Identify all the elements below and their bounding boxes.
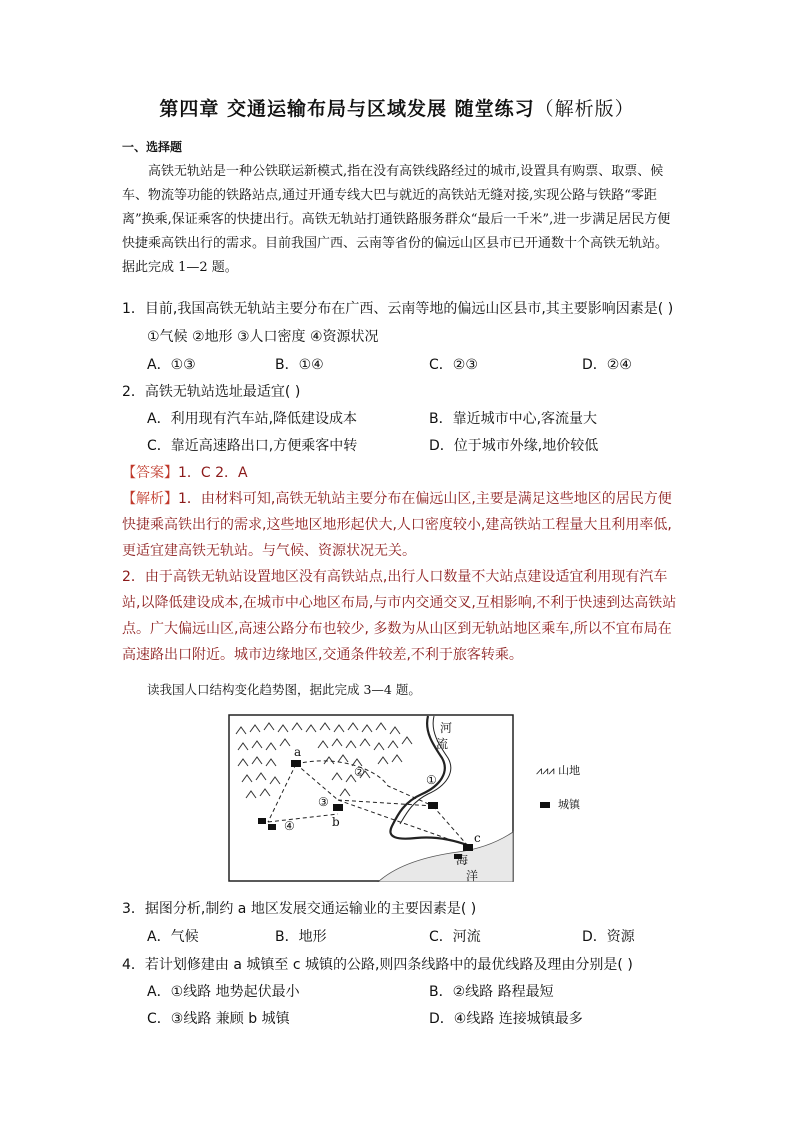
answer-line — [122, 460, 682, 486]
analysis-line-1 — [122, 486, 682, 564]
point-c-label: c — [474, 831, 481, 845]
option-d[interactable]: D．资源 — [582, 929, 635, 945]
option-d[interactable]: D．②④ — [582, 357, 632, 373]
title-sub: （解析版） — [534, 98, 635, 120]
option-a[interactable]: A．①线路 地势起伏最小 — [147, 984, 300, 1000]
option-a[interactable]: A．利用现有汽车站,降低建设成本 — [147, 411, 358, 427]
question-3-stem: 3．据图分析,制约 a 地区发展交通运输业的主要因素是( ) — [122, 901, 477, 917]
option-a[interactable]: A．①③ — [147, 357, 196, 373]
option-b[interactable]: B．①④ — [275, 357, 324, 373]
legend-mountain-label: 山地 — [558, 764, 581, 777]
question-1-stem: 1．目前,我国高铁无轨站主要分布在广西、云南等地的偏远山区县市,其主要影响因素是( ) — [122, 301, 674, 317]
mountain-icon: ⩘⩘⩘ — [536, 764, 555, 777]
option-b[interactable]: B．靠近城市中心,客流量大 — [429, 411, 598, 427]
option-b[interactable]: B．地形 — [275, 929, 327, 945]
option-d[interactable]: D．④线路 连接城镇最多 — [429, 1011, 583, 1027]
material-text-1: 高铁无轨站是一种公铁联运新模式,指在没有高铁线路经过的城市,设置具有购票、取票、候车、物流等功能的铁路站点,通过开通专线大巴与就近的高铁站无缝对接,实现公路与铁路“零距离”换乘,保证乘客的快捷出行。高铁无轨站打通铁路服务群众“最后一千米”,进一步满足居民方便快捷乘高铁出行的需求。目前我国广西、云南等省份的偏远山区县市已开通数十个高铁无轨站。据此完成 1—2 题。 — [122, 164, 671, 275]
analysis-text-1: 1．由材料可知,高铁无轨站主要分布在偏远山区,主要是满足这些地区的居民方便快捷乘高铁出行的需求,这些地区地形起伏大,人口密度较小,建高铁站工程量大且利用率低,更适宜建高铁无轨站。与气候、资源状况无关。 — [122, 491, 672, 559]
route-3-label: ③ — [318, 795, 329, 809]
option-a[interactable]: A．气候 — [147, 929, 199, 945]
option-b[interactable]: B．②线路 路程最短 — [429, 984, 554, 1000]
point-b-label: b — [332, 815, 340, 829]
question-2-stem: 2．高铁无轨站选址最适宜( ) — [122, 384, 301, 400]
answer-label: 【答案】 — [122, 465, 178, 481]
route-4-label: ④ — [284, 819, 295, 833]
sea-label-1: 海 — [456, 853, 469, 867]
town-c — [463, 844, 473, 851]
river-label-1: 河 — [440, 721, 453, 735]
section-heading: 一、选择题 — [122, 140, 183, 154]
legend-town-label: 城镇 — [558, 798, 580, 811]
transport-map — [228, 714, 514, 882]
legend-mountain — [536, 762, 580, 778]
answer-text: 1．C 2．A — [178, 465, 248, 481]
analysis-label: 【解析】 — [122, 491, 178, 507]
question-4-stem: 4．若计划修建由 a 城镇至 c 城镇的公路,则四条线路中的最优线路及理由分别是( ) — [122, 957, 633, 973]
option-c[interactable]: C．河流 — [429, 929, 481, 945]
analysis-text-2: 2．由于高铁无轨站设置地区没有高铁站点,出行人口数量不大站点建设适宜利用现有汽车站,以降低建设成本,在城市中心地区布局,与市内交通交叉,互相影响,不利于快速到达高铁站点。广大偏远山区,高速公路分布也较少, 多数为从山区到无轨站地区乘车,所以不宜布局在高速路出口附近。城市边缘地区,交通条件较差,不利于旅客转乘。 — [122, 569, 677, 663]
town-west-1 — [258, 818, 266, 824]
option-d[interactable]: D．位于城市外缘,地价较低 — [429, 438, 599, 454]
sea-label-2: 洋 — [466, 869, 479, 882]
route-1-label: ① — [426, 773, 437, 787]
option-c[interactable]: C．靠近高速路出口,方便乘客中转 — [147, 438, 358, 454]
page-title — [0, 94, 794, 121]
option-c[interactable]: C．②③ — [429, 357, 478, 373]
material-passage-1 — [122, 160, 677, 280]
town-b — [333, 804, 343, 811]
town-a — [291, 760, 301, 767]
answer-block — [122, 460, 682, 668]
route-2-label: ② — [354, 765, 365, 779]
town-river — [428, 802, 438, 809]
town-west-2 — [268, 824, 276, 830]
question-1-items: ①气候 ②地形 ③人口密度 ④资源状况 — [147, 329, 379, 345]
point-a-label: a — [294, 745, 302, 759]
town-icon — [540, 802, 550, 808]
title-main: 第四章 交通运输布局与区域发展 随堂练习 — [159, 98, 535, 120]
legend-town — [540, 796, 580, 812]
river-label-2: 流 — [436, 737, 449, 751]
option-c[interactable]: C．③线路 兼顾 b 城镇 — [147, 1011, 290, 1027]
material-passage-2: 读我国人口结构变化趋势图，据此完成 3—4 题。 — [147, 682, 421, 697]
